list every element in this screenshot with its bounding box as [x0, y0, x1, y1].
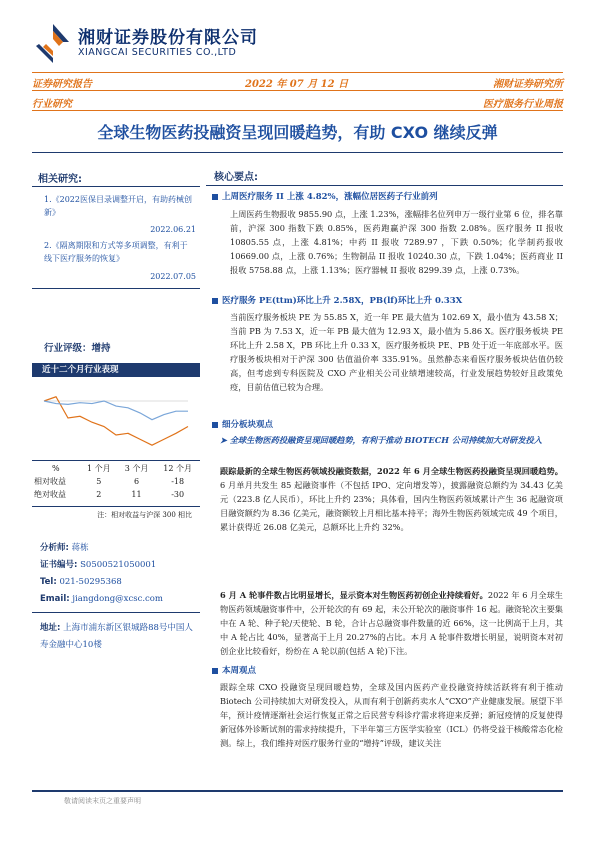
institute: 湘财证券研究所 — [493, 79, 563, 90]
table-cell: -30 — [171, 490, 185, 499]
address-info — [40, 620, 195, 654]
divider — [206, 185, 563, 186]
paragraph: 跟踪全球 CXO 投融资呈现回暖趋势，全球及国内医药产业投融资持续活跃将有利于推动 Biotech 公司持续加大对研发投入，从而有利于创新药卖水人“CXO”产业健康发展。展望下半年，预计疫情逐渐社会运行恢复正常之后民营专科诊疗需求将迎来反弹；新冠疫情的反复使得新冠体外诊断试剂的需求持续提升，下半年第三方医学实验室（ICL）仍将受益于核酸常态化检测。综上，我们维持对医疗服务行业的“增持”评级，建议关注 — [220, 682, 563, 748]
related-research-label: 相关研究: — [38, 174, 82, 185]
table-header: % — [52, 464, 60, 473]
analyst-info — [40, 540, 200, 608]
address: 上海市浦东新区银城路88号中国人寿金融中心10楼 — [40, 623, 193, 650]
cert-number: S0500521050001 — [80, 560, 157, 570]
tel-label: Tel: — [40, 577, 57, 587]
table-header-row — [32, 462, 200, 475]
subsection-title: ➤ 全球生物医药投融资呈现回暖趋势，有利于推动 BIOTECH 公司持续加大对研发投入 — [220, 435, 542, 445]
email-label: Email: — [40, 594, 70, 604]
paragraph: 6 月 A 轮事件数占比明显增长，显示资本对生物医药初创企业持续看好。2022 年 6 月全球生物医药领域融资事件中，公开轮次的有 69 起，未公开轮次的融资事件 16 起。融资轮次主要集中在 A 轮、种子轮/天使轮、B 轮，合计占总融资事件数量的近 66%，这一比例高于上月，其中 A 轮占比 40%，显著高于上月 20.27%的占比。本月 A 轮事件数增长明显，说明资本对初创企业比较看好，纷纷在 A 轮以前(包括 A 轮)下注。 — [220, 590, 563, 656]
divider — [32, 612, 200, 613]
paragraph: 跟踪最新的全球生物医药领域投融资数据，2022 年 6 月全球生物医药投融资呈现回暖趋势。6 月单月共发生 85 起融资事件（不包括 IPO、定向增发等），披露融资总额约为 34.43 亿美元（223.8 亿人民币），环比上升约 23%；具体看，国内生物医药领域累计产生 36 起融资项目融资额约为 8.36 亿美元，融资额较上月相比基本持平；海外生物医药领域完成 49 个项目，累计获得近 26.08 亿美元，总额环比上升约 32%。 — [220, 466, 563, 532]
chart-title: 近十二个月行业表现 — [32, 363, 200, 377]
related-item-date: 2022.07.05 — [150, 272, 196, 281]
report-series: 医疗服务行业周报 — [483, 99, 563, 110]
divider — [32, 506, 200, 507]
table-header: 1 个月 — [87, 464, 111, 473]
divider — [32, 186, 200, 187]
table-cell: 绝对收益 — [34, 490, 66, 499]
bullet-square-icon — [212, 422, 218, 428]
bullet-title: 医疗服务 PE(ttm)环比上升 2.58X，PB(lf)环比上升 0.33X — [212, 294, 462, 306]
title-divider — [32, 152, 563, 153]
table-header: 3 个月 — [124, 464, 149, 473]
table-cell: 5 — [96, 477, 102, 486]
bullet-square-icon — [212, 194, 218, 200]
industry-performance-chart — [40, 380, 192, 456]
company-logo-icon — [33, 22, 73, 64]
report-category: 行业研究 — [32, 99, 72, 110]
report-date: 2022 年 07 月 12 日 — [245, 79, 349, 90]
footer-disclaimer-link[interactable]: 敬请阅读末页之重要声明 — [64, 797, 141, 805]
table-row — [32, 475, 200, 488]
related-item[interactable]: 2.《隔离期限和方式等多项调整，有利于线下医疗服务的恢复》 — [44, 241, 188, 263]
tel-number: 021-50295368 — [59, 577, 122, 587]
table-row — [32, 488, 200, 501]
table-cell: 6 — [133, 477, 140, 486]
bullet-title: 细分板块观点 — [212, 418, 273, 430]
analyst-name: 蒋栋 — [71, 543, 89, 553]
industry-rating: 行业评级：增持 — [44, 343, 111, 354]
bullet-square-icon — [212, 668, 218, 674]
header-divider — [32, 110, 563, 111]
table-header: 12 个月 — [163, 464, 193, 473]
table-note: 注：相对收益与沪深 300 相比 — [97, 511, 192, 519]
footer-divider — [32, 790, 563, 792]
related-item-date: 2022.06.21 — [150, 225, 196, 234]
paragraph: 上周医药生物报收 9855.90 点，上涨 1.23%，涨幅排名位列申万一级行业第 6 位，排名靠前，沪深 300 指数下跌 0.85%，医药跑赢沪深 300 指数 2.08%。医疗服务 II 报收 10805.55 点，上涨 4.81%；中药 II 报收 7289.97 ，下跌 0.50%；化学制药报收 10669.00 点，上涨 0.76%；生物制品 II 报收 10240.30 点，下跌 1.04%；医药商业 II 报收 5758.88 点，上涨 1.13%；医疗器械 II 报收 8299.39 点，上涨 0.73%。 — [230, 209, 563, 275]
series-line — [44, 401, 188, 420]
divider — [32, 460, 200, 461]
addr-label: 地址: — [40, 623, 61, 633]
company-name-en: XIANGCAI SECURITIES CO.,LTD — [78, 47, 237, 58]
table-cell: -18 — [171, 477, 185, 486]
report-title: 全球生物医药投融资呈现回暖趋势，有助 CXO 继续反弹 — [97, 123, 498, 142]
table-cell: 相对收益 — [34, 477, 66, 486]
bullet-title: 上周医疗服务 II 上涨 4.82%，涨幅位居医药子行业前列 — [212, 190, 438, 202]
related-item[interactable]: 1.《2022医保目录调整开启，有助药械创新》 — [44, 195, 192, 217]
key-points-label: 核心要点: — [214, 172, 258, 183]
email-link[interactable]: jiangdong@xcsc.com — [72, 594, 163, 604]
header-divider — [32, 72, 563, 73]
analyst-label: 分析师: — [40, 543, 69, 553]
bullet-square-icon — [212, 298, 218, 304]
table-cell: 2 — [96, 490, 102, 499]
paragraph: 当前医疗服务板块 PE 为 55.85 X，近一年 PE 最大值为 102.69 X，最小值为 43.58 X；当前 PB 为 7.53 X，近一年 PB 最大值为 12.93 X，最小值为 5.86 X。医疗服务板块 PE 环比上升 2.58 X，PB 环比上升 0.33 X，医疗服务板块 PE、PB 处于近一年底部水平。医疗服务板块相对于沪深 300 估值溢价率 335.91%。虽然静态来看医疗服务板块估值仍较高，但考虑到专科医院及 CXO 产业相关公司业绩增速较高，行业发展趋势较好且政策免疫，目前估值已较为合理。 — [230, 312, 563, 392]
performance-table — [32, 462, 200, 501]
bullet-title: 本周观点 — [212, 664, 256, 676]
cert-label: 证书编号: — [40, 560, 78, 570]
report-type: 证券研究报告 — [32, 79, 92, 90]
header-divider — [32, 90, 563, 91]
company-name-cn: 湘财证券股份有限公司 — [78, 28, 258, 48]
divider — [32, 288, 200, 289]
table-cell: 11 — [131, 490, 142, 499]
